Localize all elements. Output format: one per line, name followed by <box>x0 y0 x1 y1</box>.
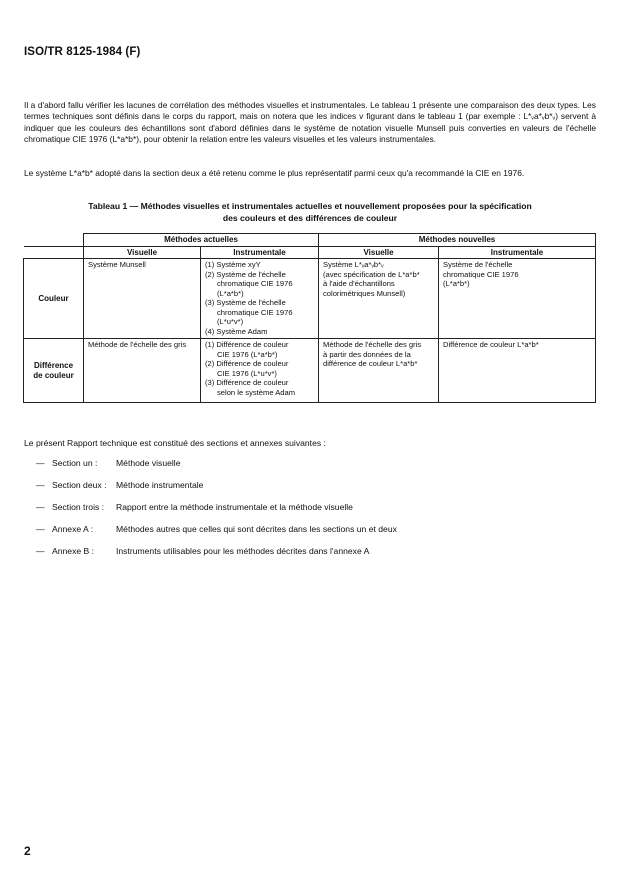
table-caption-line-2: des couleurs et des différences de couleur <box>222 212 398 223</box>
cell-line: chromatique CIE 1976 <box>217 279 293 288</box>
cell-line: Méthode de l'échelle des gris <box>88 340 187 349</box>
header-new-visual: Visuelle <box>319 246 439 259</box>
comparison-table <box>23 233 596 403</box>
cell-line: Système de l'échelle <box>443 260 513 269</box>
list-dash: — <box>36 546 45 556</box>
header-current-instrumental: Instrumentale <box>201 246 319 259</box>
table-row-color-difference <box>24 339 596 403</box>
header-current-visual: Visuelle <box>84 246 201 259</box>
cell-line: Différence de couleur L*a*b* <box>443 340 539 349</box>
cell-color-current-instrumental <box>201 259 319 339</box>
table-corner-cell <box>24 246 84 259</box>
intro-paragraph-1: Il a d'abord fallu vérifier les lacunes de corrélation des méthodes visuelles et instrumentales. Le tableau 1 présente une comparaison des deux types. Les termes techniques sont définis dans le corps du rapport, mais on notera que les indices v figurant dans le tableau 1 (par exemple : L*ᵥa*ᵥb*ᵥ) servent à indiquer que les couleurs des échantillons sont d'abord définies dans le système de notation visuelle Munsell puis converties en valeurs de l'échelle chromatique CIE 1976 (L*a*b*), pour obtenir la relation entre les valeurs visuelles et les valeurs instrumentales. <box>24 100 596 144</box>
cell-line: différence de couleur L*a*b* <box>323 359 418 368</box>
header-new-methods: Méthodes nouvelles <box>319 234 596 247</box>
cell-line: (1) Différence de couleur <box>205 340 289 349</box>
cell-color-new-visual <box>319 259 439 339</box>
cell-color-new-instrumental <box>439 259 596 339</box>
section-label: Annexe B : <box>52 546 95 556</box>
intro-paragraph-2: Le système L*a*b* adopté dans la section deux a été retenu comme le plus représentatif parmi ceux qu'a recommandé la CIE en 1976. <box>24 168 525 178</box>
cell-line: selon le système Adam <box>217 387 296 397</box>
table-caption <box>40 201 580 224</box>
row-label-line: de couleur <box>33 370 74 380</box>
table-caption-line-1: Tableau 1 — Méthodes visuelles et instrumentales actuelles et nouvellement proposées pour la spécification <box>88 201 532 211</box>
cell-line: (L*a*b*) <box>217 288 244 298</box>
section-label: Section un : <box>52 458 98 468</box>
cell-line: colorimétriques Munsell) <box>323 288 406 298</box>
cell-line: chromatique CIE 1976 <box>443 269 519 279</box>
section-description: Instruments utilisables pour les méthodes décrites dans l'annexe A <box>116 546 370 556</box>
list-dash: — <box>36 502 45 512</box>
section-description: Rapport entre la méthode instrumentale et la méthode visuelle <box>116 502 353 512</box>
list-dash: — <box>36 458 45 468</box>
cell-line: Système Munsell <box>88 260 146 269</box>
row-label-color: Couleur <box>24 259 84 339</box>
cell-line: Système L*ᵥa*ᵥb*ᵥ <box>323 260 384 269</box>
cell-line: CIE 1976 (L*a*b*) <box>217 349 278 359</box>
page-number: 2 <box>24 844 31 858</box>
cell-line: (2) Système de l'échelle <box>205 269 286 279</box>
cell-line: (avec spécification de L*a*b* <box>323 269 420 279</box>
table-corner-cell <box>24 234 84 247</box>
sections-intro: Le présent Rapport technique est constitué des sections et annexes suivantes : <box>24 438 326 448</box>
cell-diff-current-instrumental <box>201 339 319 403</box>
cell-line: (4) Système Adam <box>205 326 268 336</box>
cell-line: (L*u*v*) <box>217 317 244 326</box>
list-dash: — <box>36 524 45 534</box>
row-label-line: Différence <box>33 361 74 370</box>
cell-diff-new-instrumental <box>439 339 596 403</box>
section-description: Méthodes autres que celles qui sont décrites dans les sections un et deux <box>116 524 397 534</box>
cell-line: (L*a*b*) <box>443 279 470 288</box>
cell-diff-new-visual <box>319 339 439 403</box>
section-description: Méthode visuelle <box>116 458 181 468</box>
cell-color-current-visual <box>84 259 201 339</box>
cell-line: (1) Système xyY <box>205 260 261 269</box>
cell-diff-current-visual <box>84 339 201 403</box>
cell-line: chromatique CIE 1976 <box>217 307 293 317</box>
cell-line: CIE 1976 (L*u*v*) <box>217 368 277 378</box>
cell-line: à l'aide d'échantillons <box>323 279 395 288</box>
row-label-color-difference <box>24 339 84 403</box>
header-current-methods: Méthodes actuelles <box>84 234 319 247</box>
table-group-header-row <box>24 234 596 247</box>
cell-line: à partir des données de la <box>323 349 411 359</box>
section-label: Annexe A : <box>52 524 94 534</box>
table-row-color <box>24 259 596 339</box>
section-label: Section trois : <box>52 502 105 512</box>
header-new-instrumental: Instrumentale <box>439 246 596 259</box>
cell-line: (2) Différence de couleur <box>205 359 289 368</box>
cell-line: (3) Système de l'échelle <box>205 298 286 307</box>
table-sub-header-row <box>24 246 596 259</box>
document-header: ISO/TR 8125-1984 (F) <box>24 46 141 58</box>
section-description: Méthode instrumentale <box>116 480 204 490</box>
section-label: Section deux : <box>52 480 107 490</box>
cell-line: Méthode de l'échelle des gris <box>323 340 422 349</box>
list-dash: — <box>36 480 45 490</box>
cell-line: (3) Différence de couleur <box>205 378 289 387</box>
